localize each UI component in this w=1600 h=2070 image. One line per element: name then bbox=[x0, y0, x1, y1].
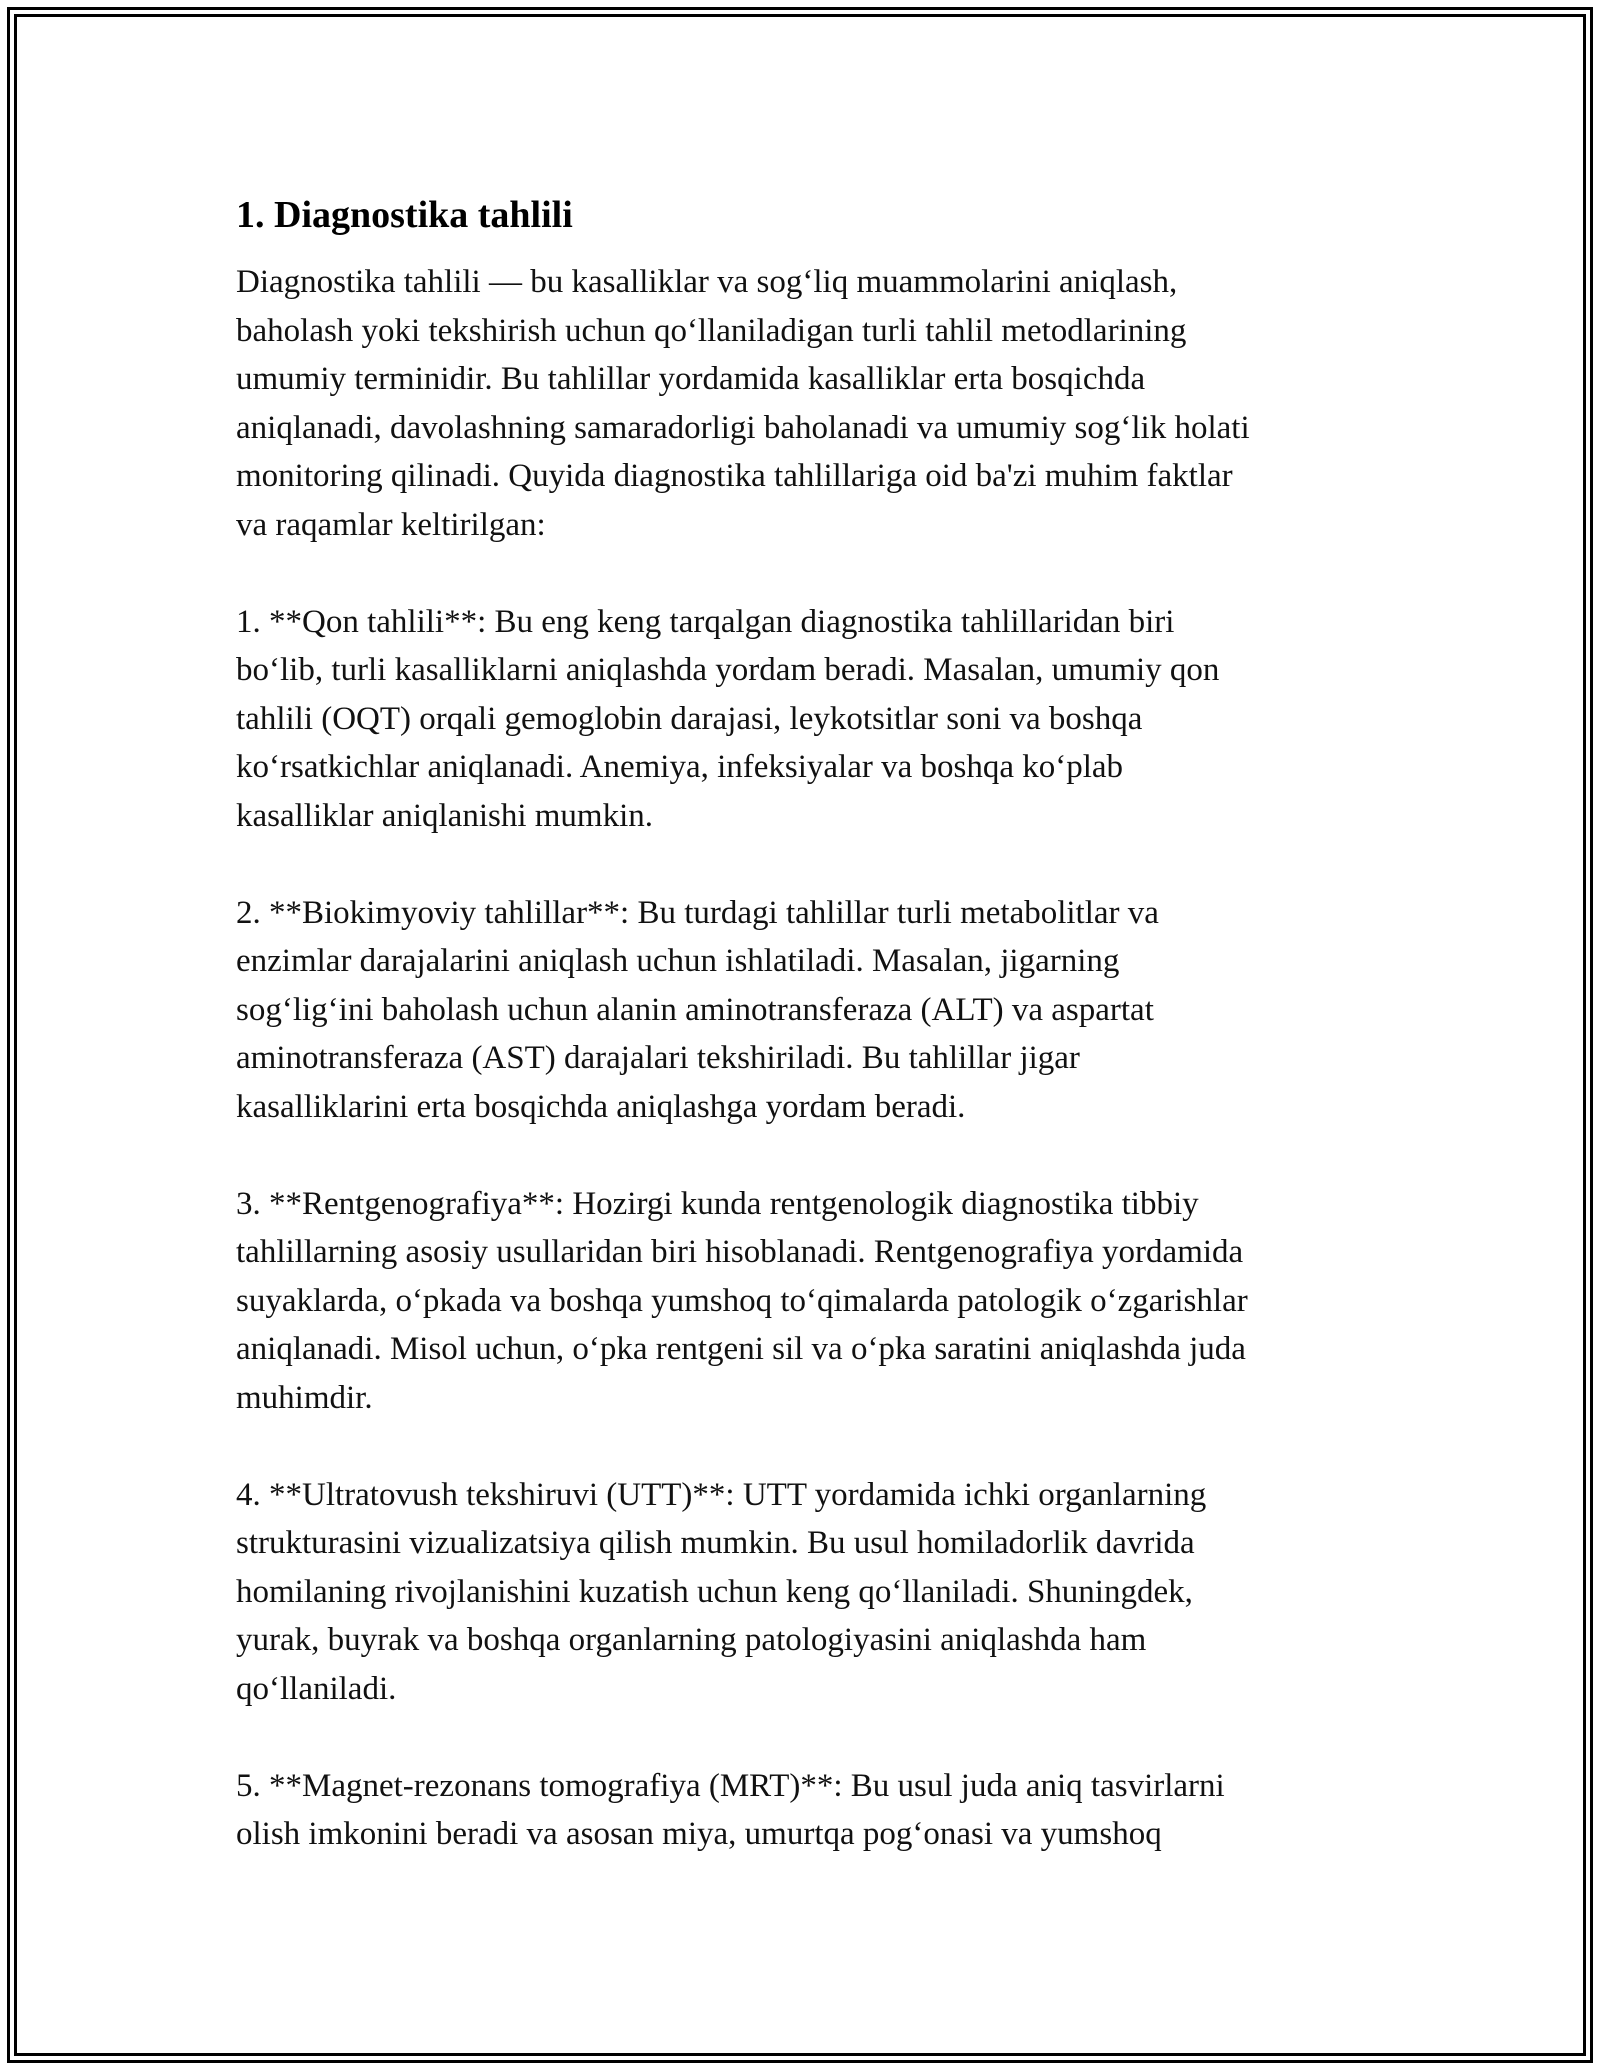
section-heading: 1. Diagnostika tahlili bbox=[236, 194, 573, 236]
list-item-ultrasound: 4. **Ultratovush tekshiruvi (UTT)**: UTT yordamida ichki organlarning strukturasini vizualizatsiya qilish mumkin. Bu usul homiladorlik davrida homilaning rivojlanishini kuzatish uchun keng qo‘llaniladi. Shuningdek, yurak, buyrak va boshqa organlarning patologiyasini aniqlashda ham qo‘llaniladi. bbox=[236, 1476, 1207, 1707]
intro-paragraph: Diagnostika tahlili — bu kasalliklar va sog‘liq muammolarini aniqlash, baholash yoki tekshirish uchun qo‘llaniladigan turli tahlil metodlarining umumiy terminidir. Bu tahlillar yordamida kasalliklar erta bosqichda aniqlanadi, davolashning samaradorligi baholanadi va umumiy sog‘lik holati monitoring qilinadi. Quyida diagnostika tahlillariga oid ba'zi muhim faktlar va raqamlar keltirilgan: bbox=[236, 264, 1250, 543]
list-item-blood-test: 1. **Qon tahlili**: Bu eng keng tarqalgan diagnostika tahlillaridan biri bo‘lib, turli kasalliklarni aniqlashda yordam beradi. Masalan, umumiy qon tahlili (OQT) orqali gemoglobin darajasi, leykotsitlar soni va boshqa ko‘rsatkichlar aniqlanadi. Anemiya, infeksiyalar va boshqa ko‘plab kasalliklar aniqlanishi mumkin. bbox=[236, 603, 1220, 834]
list-item-radiography: 3. **Rentgenografiya**: Hozirgi kunda rentgenologik diagnostika tibbiy tahlillarning asosiy usullaridan biri hisoblanadi. Rentgenografiya yordamida suyaklarda, o‘pkada va boshqa yumshoq to‘qimalarda patologik o‘zgarishlar aniqlanadi. Misol uchun, o‘pka rentgeni sil va o‘pka saratini aniqlashda juda muhimdir. bbox=[236, 1185, 1248, 1416]
list-item-mri: 5. **Magnet-rezonans tomografiya (MRT)**: Bu usul juda aniq tasvirlarni olish imkonini beradi va asosan miya, umurtqa pog‘onasi va yumshoq bbox=[236, 1767, 1225, 1852]
document-body bbox=[236, 186, 1396, 1859]
list-item-biochemical-tests: 2. **Biokimyoviy tahlillar**: Bu turdagi tahlillar turli metabolitlar va enzimlar darajalarini aniqlash uchun ishlatiladi. Masalan, jigarning sog‘lig‘ini baholash uchun alanin aminotransferaza (ALT) va aspartat aminotransferaza (AST) darajalari tekshiriladi. Bu tahlillar jigar kasalliklarini erta bosqichda aniqlashga yordam beradi. bbox=[236, 894, 1159, 1125]
